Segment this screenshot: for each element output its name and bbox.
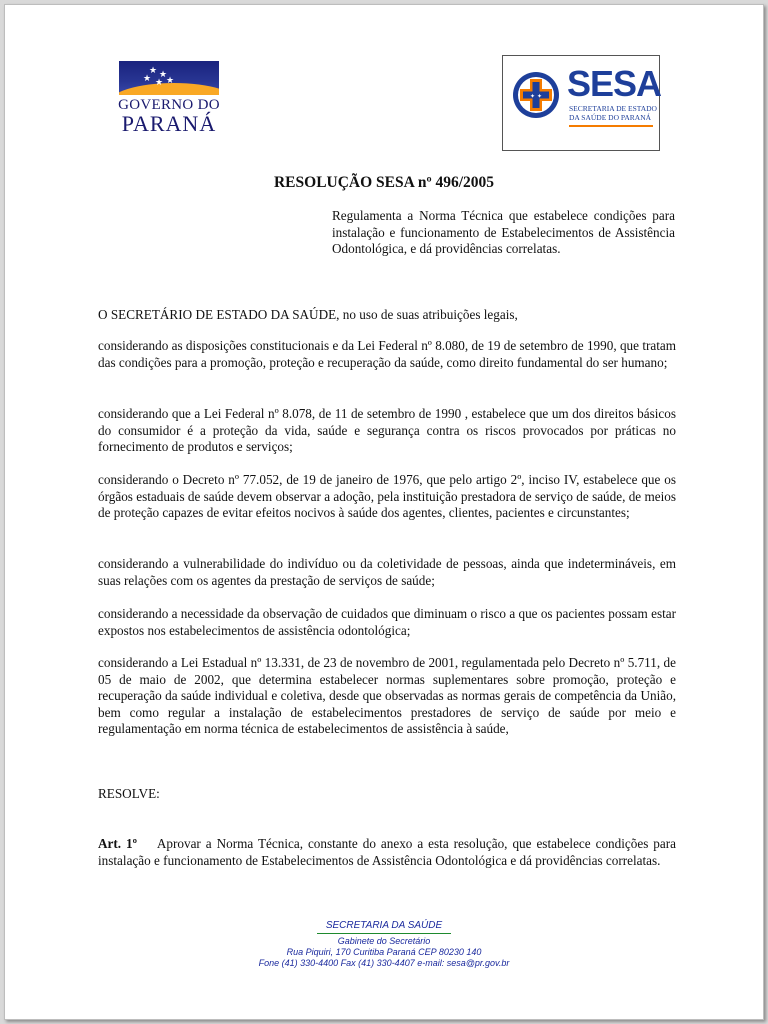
- footer-contact: Fone (41) 330-4400 Fax (41) 330-4407 e-mail: sesa@pr.gov.br: [258, 958, 510, 968]
- governo-parana-logo: [117, 61, 221, 139]
- considerando-6: considerando a Lei Estadual nº 13.331, de 23 de novembro de 2001, regulamentada pelo Decreto nº 5.711, de 05 de maio de 2002, que determina estabelecer normas suplementares sobre promoção, proteção e recuperação da saúde individual e coletiva, desde que observadas as normas gerais de competência da União, bem como regular a instalação de estabelecimentos prestadores de serviço de saúde por meio e regulamentação em norma técnica de estabelecimentos de assistência à saúde,: [98, 655, 676, 736]
- considerando-5: considerando a necessidade da observação de cuidados que diminuam o risco a que os pacientes possam estar expostos nos estabelecimentos de assistência odontológica;: [98, 606, 676, 638]
- parana-flag-emblem: ★ ★ ★ ★ ★: [119, 61, 219, 95]
- gov-logo-line2: PARANÁ: [121, 111, 217, 136]
- resolve-heading: RESOLVE:: [98, 786, 160, 801]
- sesa-logo-subtitle: SECRETARIA DE ESTADO DA SAÚDE DO PARANÁ: [569, 104, 657, 122]
- footer-divider: [317, 933, 451, 934]
- gov-logo-line1: GOVERNO DO: [118, 97, 220, 113]
- article-1-label: Art. 1º: [98, 836, 137, 851]
- article-1: [98, 836, 676, 869]
- considerando-3: considerando o Decreto nº 77.052, de 19 de janeiro de 1976, que pelo artigo 2º, inciso IV, estabelece que os órgãos estaduais de saúde devem observar a adoção, pela instituição prestadora de serviço de saúde, de meios de proteção capazes de evitar efeitos nocivos à saúde dos agentes, clientes, pacientes e circunstantes;: [98, 472, 676, 520]
- opening-paragraph: O SECRETÁRIO DE ESTADO DA SAÚDE, no uso de suas atribuições legais,: [98, 307, 518, 322]
- sesa-logo-word: SESA: [567, 63, 662, 104]
- considerando-1: considerando as disposições constitucionais e da Lei Federal nº 8.080, de 19 de setembro de 1990, que tratam das condições para a promoção, proteção e recuperação da saúde, como direito fundamental do ser humano;: [98, 338, 676, 370]
- considerando-2: considerando que a Lei Federal nº 8.078, de 11 de setembro de 1990 , estabelece que um dos direitos básicos do consumidor é a proteção da vida, saúde e segurança contra os riscos provocados por práticas no fornecimento de produtos e serviços;: [98, 406, 676, 454]
- resolution-ementa: Regulamenta a Norma Técnica que estabelece condições para instalação e funcionamento de Estabelecimentos de Assistência Odontológica, e dá providências correlatas.: [332, 208, 675, 256]
- footer-title: SECRETARIA DA SAÚDE: [325, 920, 443, 931]
- svg-text:✦ ✦: ✦ ✦: [530, 93, 542, 100]
- sesa-cross-icon: [511, 70, 561, 120]
- page-footer: [5, 919, 763, 969]
- sesa-logo-underline: [569, 125, 653, 127]
- article-1-text: Aprovar a Norma Técnica, constante do anexo a esta resolução, que estabelece condições para instalação e funcionamento de Estabelecimentos de Assistência Odontológica e dá providências correlatas.: [98, 836, 676, 868]
- footer-address: Rua Piquiri, 170 Curitiba Paraná CEP 80230 140: [286, 947, 482, 957]
- footer-office: Gabinete do Secretário: [337, 936, 431, 946]
- considerando-4: considerando a vulnerabilidade do indivíduo ou da coletividade de pessoas, ainda que indetermináveis, em suas relações com os agentes da prestação de serviços de saúde;: [98, 556, 676, 588]
- document-page: [4, 4, 764, 1020]
- resolution-title: RESOLUÇÃO SESA nº 496/2005: [273, 174, 495, 191]
- sesa-logo: [502, 55, 660, 151]
